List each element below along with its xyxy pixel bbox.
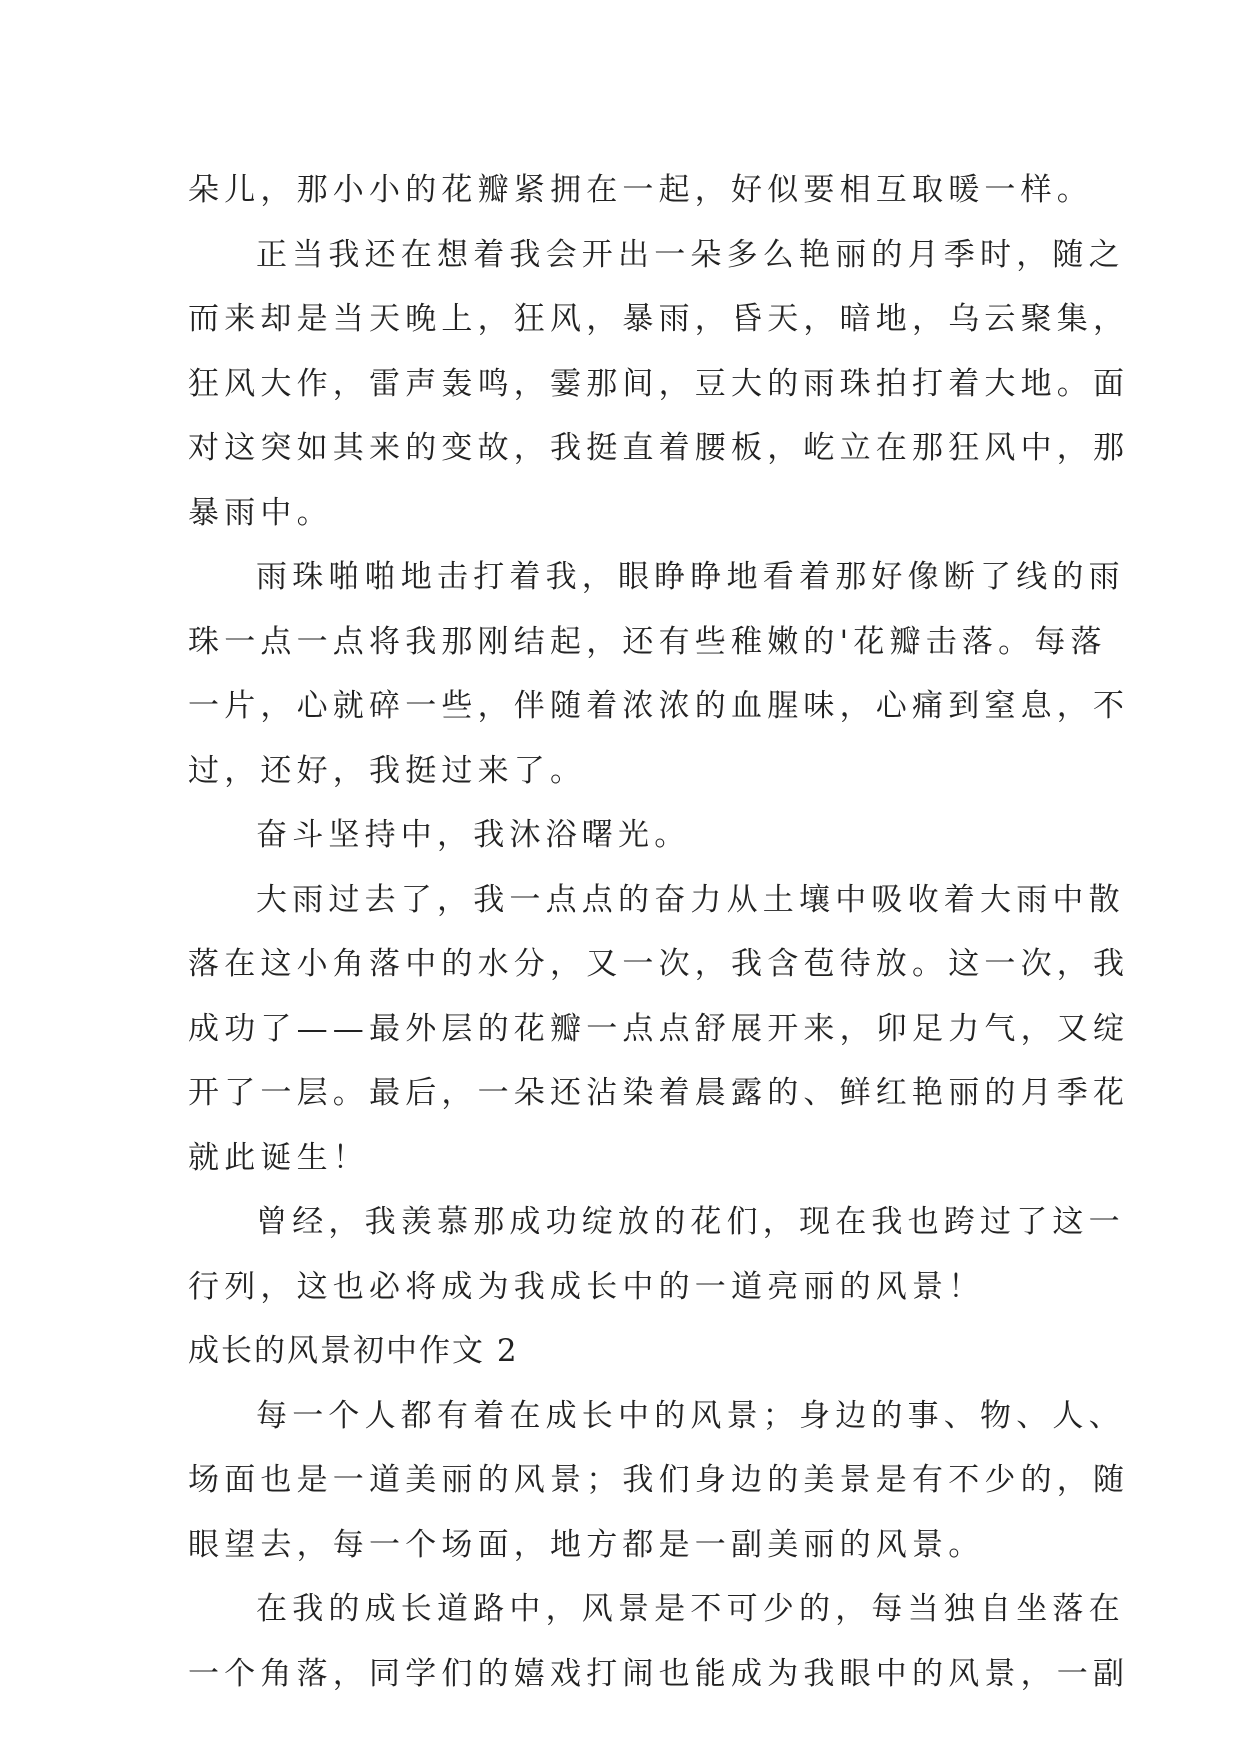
text-line: 过，还好，我挺过来了。 [188, 752, 587, 789]
text-line: 眼望去，每一个场面，地方都是一副美丽的风景。 [188, 1526, 985, 1563]
text-line: 大雨过去了，我一点点的奋力从土壤中吸收着大雨中散 [256, 881, 1125, 918]
text-line: 正当我还在想着我会开出一朵多么艳丽的月季时，随之 [256, 236, 1125, 273]
text-line: 落在这小角落中的水分，又一次，我含苞待放。这一次，我 [188, 946, 1130, 982]
document-body [188, 158, 1130, 1706]
text-line: 雨珠啪啪地击打着我，眼睁睁地看着那好像断了线的雨 [256, 559, 1125, 595]
text-line: 狂风大作，雷声轰鸣，霎那间，豆大的雨珠拍打着大地。面 [188, 365, 1130, 402]
text-line: 场面也是一道美丽的风景；我们身边的美景是有不少的，随 [188, 1462, 1130, 1498]
text-line: 每一个人都有着在成长中的风景；身边的事、物、人、 [256, 1397, 1125, 1434]
text-line: 奋斗坚持中，我沐浴曙光。 [256, 817, 691, 853]
text-line: 朵儿，那小小的花瓣紧拥在一起，好似要相互取暖一样。 [188, 172, 1093, 208]
text-line: 曾经，我羡慕那成功绽放的花们，现在我也跨过了这一 [256, 1204, 1125, 1240]
text-line: 对这突如其来的变故，我挺直着腰板，屹立在那狂风中，那 [188, 430, 1130, 466]
text-line: 珠一点一点将我那刚结起，还有些稚嫩的'花瓣击落。每落 [188, 623, 1107, 660]
text-line: 一片，心就碎一些，伴随着浓浓的血腥味，心痛到窒息，不 [188, 688, 1130, 724]
text-line: 成功了——最外层的花瓣一点点舒展开来，卯足力气，又绽 [188, 1010, 1130, 1047]
text-line: 开了一层。最后，一朵还沾染着晨露的、鲜红艳丽的月季花 [188, 1075, 1130, 1111]
text-line: 就此诞生！ [188, 1139, 369, 1176]
text-line: 暴雨中。 [188, 494, 333, 531]
section-heading: 成长的风景初中作文 2 [188, 1333, 519, 1369]
text-line: 一个角落，同学们的嬉戏打闹也能成为我眼中的风景，一副 [188, 1655, 1130, 1692]
text-line: 行列，这也必将成为我成长中的一道亮丽的风景！ [188, 1268, 985, 1305]
text-line: 而来却是当天晚上，狂风，暴雨，昏天，暗地，乌云聚集， [188, 301, 1130, 337]
text-line: 在我的成长道路中，风景是不可少的，每当独自坐落在 [256, 1591, 1125, 1627]
